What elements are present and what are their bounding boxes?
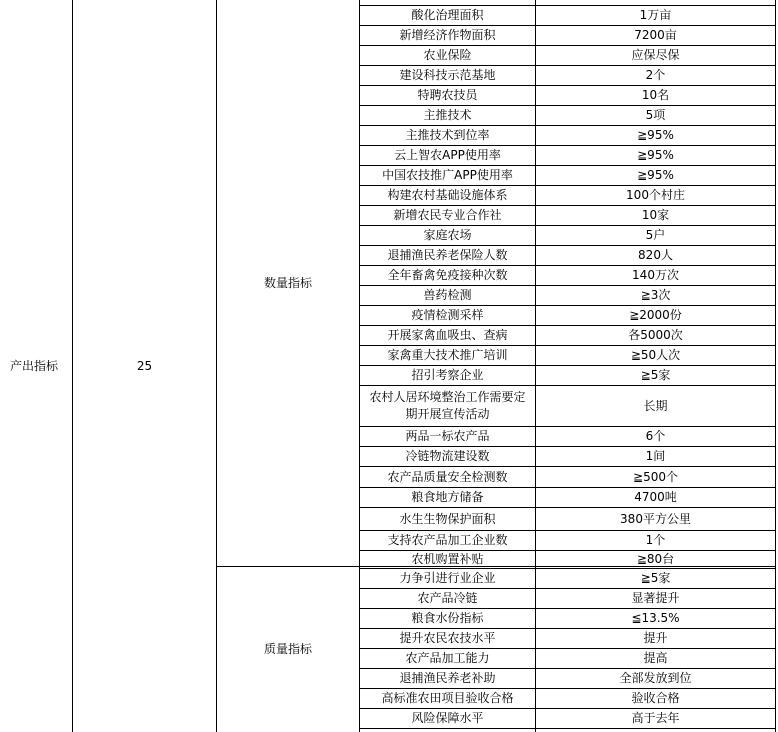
indicator-name: 酸化治理面积 <box>411 8 484 22</box>
indicator-value: 5项 <box>645 108 666 122</box>
indicator-value: 10家 <box>641 208 670 222</box>
indicator-name: 农产品冷链 <box>417 591 478 605</box>
indicator-value: 提升 <box>643 631 668 645</box>
indicator-name: 新增农民专业合作社 <box>393 208 502 222</box>
indicator-value: ≧50人次 <box>630 348 681 362</box>
indicator-name: 新增经济作物面积 <box>399 28 496 42</box>
indicator-name: 农产品质量安全检测数 <box>387 469 508 484</box>
indicator-value: 5户 <box>645 228 666 242</box>
indicator-value: ≧80台 <box>636 552 675 566</box>
indicator-value: 1个 <box>645 533 666 547</box>
indicator-value: 验收合格 <box>631 691 680 705</box>
indicator-value: 2个 <box>645 68 666 82</box>
quantity-indicator-label: 数量指标 <box>263 275 312 290</box>
indicator-value: ≦13.5% <box>631 611 680 625</box>
indicator-value: ≧5家 <box>640 368 671 382</box>
indicator-name: 农村人居环境整治工作需要定期开展宣传活动 <box>369 390 526 421</box>
indicator-name: 特聘农技员 <box>417 88 478 102</box>
indicator-value: ≧500个 <box>633 469 678 484</box>
indicator-value: 各5000次 <box>628 328 683 342</box>
indicator-value: ≧95% <box>637 128 674 142</box>
indicator-name: 退捕渔民养老保险人数 <box>387 248 508 262</box>
indicator-name: 提升农民农技水平 <box>399 631 496 645</box>
indicator-value: ≧5家 <box>640 571 671 585</box>
indicator-name: 水生生物保护面积 <box>399 511 496 526</box>
indicator-name: 农产品加工能力 <box>405 651 490 665</box>
grid-line <box>775 0 776 732</box>
indicator-name: 构建农村基础设施体系 <box>387 188 508 202</box>
indicator-name: 粮食水份指标 <box>411 611 484 625</box>
indicator-name: 风险保障水平 <box>411 711 484 725</box>
indicator-value: 100个村庄 <box>626 188 685 202</box>
indicator-value: 高于去年 <box>631 711 680 725</box>
indicator-value: 6个 <box>645 429 666 443</box>
indicator-value: 4700吨 <box>634 490 677 504</box>
indicator-value: 7200亩 <box>634 28 677 42</box>
indicator-value: 提高 <box>643 651 668 665</box>
indicator-name: 家禽重大技术推广培训 <box>387 348 508 362</box>
indicator-value: 1万亩 <box>639 8 672 22</box>
indicator-value: 380平方公里 <box>620 511 691 526</box>
indicator-name: 云上智农APP使用率 <box>394 148 501 162</box>
indicator-name: 中国农技推广APP使用率 <box>382 168 513 182</box>
indicator-name: 高标准农田项目验收合格 <box>381 691 514 705</box>
indicator-name: 兽药检测 <box>423 288 472 302</box>
indicator-value: 1间 <box>645 449 666 463</box>
indicator-name: 农业保险 <box>423 48 472 62</box>
indicator-name: 支持农产品加工企业数 <box>387 533 508 547</box>
indicator-value: 820人 <box>638 248 673 262</box>
indicator-value: ≧3次 <box>640 288 671 302</box>
category-score: 25 <box>136 358 153 373</box>
indicator-name: 招引考察企业 <box>411 368 484 382</box>
indicator-value: 全部发放到位 <box>619 671 692 685</box>
indicator-name: 粮食地方储备 <box>411 490 484 504</box>
indicator-name: 力争引进行业企业 <box>399 571 496 585</box>
indicator-name: 冷链物流建设数 <box>405 449 490 463</box>
indicator-value: 10名 <box>641 88 670 102</box>
indicator-value: 长期 <box>643 398 668 413</box>
indicator-name: 开展家禽血吸虫、查病 <box>387 328 508 342</box>
indicator-name: 主推技术 <box>423 108 472 122</box>
row-divider <box>359 728 776 729</box>
indicator-name: 建设科技示范基地 <box>399 68 496 82</box>
indicator-name: 家庭农场 <box>423 228 472 242</box>
indicator-name: 农机购置补贴 <box>411 552 484 566</box>
indicator-name: 疫情检测采样 <box>411 308 484 322</box>
indicator-value: 显著提升 <box>631 591 680 605</box>
indicator-value: ≧95% <box>637 148 674 162</box>
category-label: 产出指标 <box>10 358 59 373</box>
indicator-value: 140万次 <box>632 268 679 282</box>
quality-indicator-label: 质量指标 <box>263 642 312 656</box>
indicator-value: 应保尽保 <box>631 48 680 62</box>
indicator-value: ≧2000份 <box>629 308 682 322</box>
indicator-value: ≧95% <box>637 168 674 182</box>
indicator-name: 全年畜禽免疫接种次数 <box>387 268 508 282</box>
indicator-name: 两品一标农产品 <box>405 429 490 443</box>
indicator-name: 退捕渔民养老补助 <box>399 671 496 685</box>
indicator-name: 主推技术到位率 <box>405 128 490 142</box>
